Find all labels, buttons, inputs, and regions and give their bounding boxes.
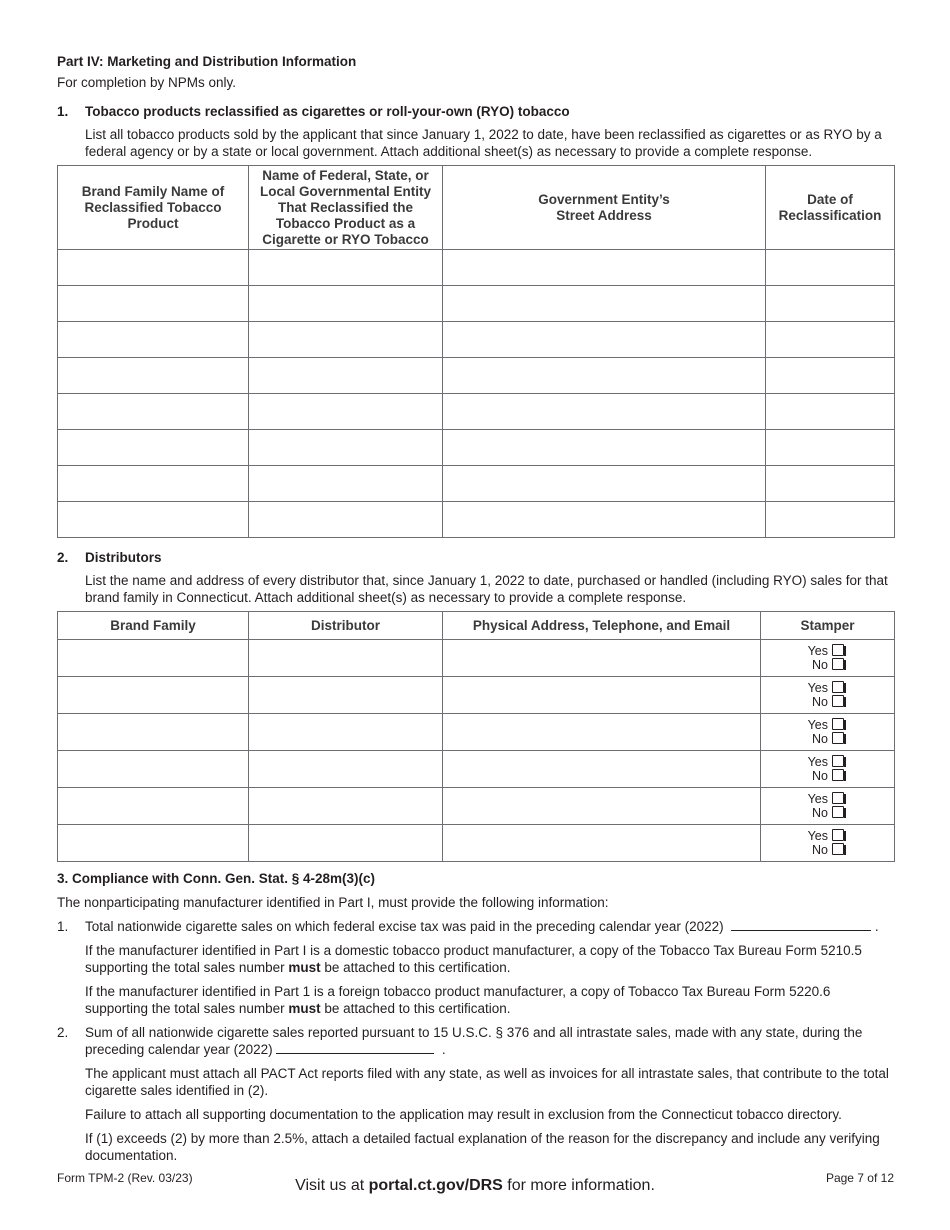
column-header: Brand Family (58, 612, 249, 640)
stamper-cell (761, 788, 895, 825)
table-row (58, 430, 895, 466)
distributor-cell[interactable] (249, 788, 443, 825)
total-sales-field[interactable] (731, 918, 871, 931)
brand-cell[interactable] (58, 640, 249, 677)
reclassified-products-table (57, 165, 895, 538)
section3-item2: 2. Sum of all nationwide cigarette sales reported pursuant to 15 U.S.C. § 376 and all intrastate sales, made with any state, during the preceding calendar year (2022) . (57, 1025, 863, 1057)
brand-cell[interactable] (58, 751, 249, 788)
section3-heading: 3. Compliance with Conn. Gen. Stat. § 4-28m(3)(c) (57, 871, 376, 886)
no-label: No (812, 732, 828, 746)
yes-label: Yes (807, 717, 828, 732)
stamper-cell (761, 825, 895, 862)
brand-cell[interactable] (58, 466, 249, 502)
stamper-cell (761, 677, 895, 714)
brand-cell[interactable] (58, 825, 249, 862)
brand-cell[interactable] (58, 788, 249, 825)
page-number: Page 7 of 12 (825, 1171, 894, 1185)
brand-cell[interactable] (58, 286, 249, 322)
brand-cell[interactable] (58, 250, 249, 286)
table-row (58, 358, 895, 394)
brand-cell[interactable] (58, 677, 249, 714)
table-row (58, 466, 895, 502)
item2-pact-note: The applicant must attach all PACT Act reports filed with any state, as well as invoices for all intrastate sales, that contribute to the total cigarette sales identified in (2). (85, 1066, 889, 1098)
sum-sales-field[interactable] (276, 1041, 434, 1054)
section3-intro: The nonparticipating manufacturer identified in Part I, must provide the following information: (57, 895, 609, 910)
item1-foreign-note: If the manufacturer identified in Part 1 is a foreign tobacco product manufacturer, a copy of Tobacco Tax Bureau Form 5220.6 supporting the total sales number must be attached to this certification. (85, 984, 831, 1016)
no-label: No (812, 769, 828, 783)
entity-cell[interactable] (249, 286, 443, 322)
yes-label: Yes (807, 643, 828, 658)
table-row (58, 788, 895, 825)
item2-failure-note: Failure to attach all supporting documentation to the application may result in exclusion from the Connecticut tobacco directory. (85, 1107, 842, 1122)
item1-domestic-note: If the manufacturer identified in Part I is a domestic tobacco product manufacturer, a copy of the Tobacco Tax Bureau Form 5210.5 supporting the total sales number must be attached to this certification. (85, 943, 862, 975)
brand-cell[interactable] (58, 358, 249, 394)
stamper-cell (761, 640, 895, 677)
address-cell[interactable] (443, 825, 761, 862)
yes-label: Yes (807, 680, 828, 695)
yes-checkbox[interactable] (832, 755, 844, 767)
form-number: Form TPM-2 (Rev. 03/23) (57, 1171, 193, 1185)
section1-heading: 1. Tobacco products reclassified as cigarettes or roll-your-own (RYO) tobacco (57, 104, 570, 119)
section1-instructions: List all tobacco products sold by the applicant that since January 1, 2022 to date, have been reclassified as cigarettes or as RYO by a federal agency or by a state or local government. Attach additional sheet(s) as necessary to provide a complete response. (85, 127, 882, 159)
table-row (58, 751, 895, 788)
yes-checkbox[interactable] (832, 829, 844, 841)
address-cell[interactable] (443, 430, 766, 466)
form-page (57, 52, 894, 1164)
stamper-cell (761, 751, 895, 788)
address-cell[interactable] (443, 502, 766, 538)
no-label: No (812, 843, 828, 857)
section2-instructions: List the name and address of every distributor that, since January 1, 2022 to date, purchased or handled (including RYO) sales for that brand family in Connecticut. Attach additional sheet(s) as necessary to provide a complete response. (85, 573, 888, 605)
entity-cell[interactable] (249, 358, 443, 394)
no-checkbox[interactable] (832, 732, 844, 744)
distributor-cell[interactable] (249, 825, 443, 862)
date-cell[interactable] (766, 466, 895, 502)
address-cell[interactable] (443, 751, 761, 788)
table-row (58, 714, 895, 751)
table-row (58, 640, 895, 677)
table-row (58, 825, 895, 862)
distributor-cell[interactable] (249, 751, 443, 788)
brand-cell[interactable] (58, 430, 249, 466)
yes-label: Yes (807, 791, 828, 806)
yes-label: Yes (807, 828, 828, 843)
yes-checkbox[interactable] (832, 644, 844, 656)
column-header: Date of Reclassification (766, 166, 895, 250)
table-row (58, 250, 895, 286)
distributor-cell[interactable] (249, 677, 443, 714)
column-header: Stamper (761, 612, 895, 640)
address-cell[interactable] (443, 358, 766, 394)
portal-link[interactable]: portal.ct.gov/DRS (368, 1177, 503, 1194)
section2-heading: 2. Distributors (57, 550, 162, 565)
address-cell[interactable] (443, 677, 761, 714)
date-cell[interactable] (766, 322, 895, 358)
brand-cell[interactable] (58, 714, 249, 751)
yes-checkbox[interactable] (832, 718, 844, 730)
section3-item1: 1. Total nationwide cigarette sales on which federal excise tax was paid in the preceding calendar year (2022) . (57, 919, 879, 934)
date-cell[interactable] (766, 250, 895, 286)
entity-cell[interactable] (249, 466, 443, 502)
no-checkbox[interactable] (832, 806, 844, 818)
table-row (58, 394, 895, 430)
date-cell[interactable] (766, 358, 895, 394)
no-checkbox[interactable] (832, 843, 844, 855)
entity-cell[interactable] (249, 394, 443, 430)
entity-cell[interactable] (249, 502, 443, 538)
distributor-cell[interactable] (249, 640, 443, 677)
distributor-cell[interactable] (249, 714, 443, 751)
column-header: Government Entity’s Street Address (443, 166, 766, 250)
entity-cell[interactable] (249, 322, 443, 358)
part-subtitle: For completion by NPMs only. (57, 75, 237, 90)
item2-discrepancy-note: If (1) exceeds (2) by more than 2.5%, attach a detailed factual explanation of the reason for the discrepancy and include any verifying documentation. (85, 1131, 880, 1163)
no-checkbox[interactable] (832, 769, 844, 781)
no-checkbox[interactable] (832, 658, 844, 670)
address-cell[interactable] (443, 394, 766, 430)
yes-checkbox[interactable] (832, 681, 844, 693)
yes-checkbox[interactable] (832, 792, 844, 804)
column-header: Name of Federal, State, or Local Governmental Entity That Reclassified the Tobacco Product as a Cigarette or RYO Tobacco (249, 166, 443, 250)
no-checkbox[interactable] (832, 695, 844, 707)
table-row (58, 322, 895, 358)
entity-cell[interactable] (249, 250, 443, 286)
column-header: Physical Address, Telephone, and Email (443, 612, 761, 640)
address-cell[interactable] (443, 322, 766, 358)
date-cell[interactable] (766, 430, 895, 466)
brand-cell[interactable] (58, 322, 249, 358)
date-cell[interactable] (766, 394, 895, 430)
distributors-table (57, 611, 895, 862)
part-title: Part IV: Marketing and Distribution Information (57, 54, 357, 69)
column-header: Brand Family Name of Reclassified Tobacco Product (58, 166, 249, 250)
date-cell[interactable] (766, 502, 895, 538)
table-row (58, 286, 895, 322)
address-cell[interactable] (443, 250, 766, 286)
table-row (58, 502, 895, 538)
brand-cell[interactable] (58, 502, 249, 538)
address-cell[interactable] (443, 466, 766, 502)
table-row (58, 677, 895, 714)
yes-label: Yes (807, 754, 828, 769)
column-header: Distributor (249, 612, 443, 640)
address-cell[interactable] (443, 788, 761, 825)
address-cell[interactable] (443, 640, 761, 677)
footer-visit: Visit us at portal.ct.gov/DRS for more information. (295, 1177, 655, 1194)
brand-cell[interactable] (58, 394, 249, 430)
address-cell[interactable] (443, 714, 761, 751)
no-label: No (812, 806, 828, 820)
no-label: No (812, 658, 828, 672)
date-cell[interactable] (766, 286, 895, 322)
no-label: No (812, 695, 828, 709)
stamper-cell (761, 714, 895, 751)
address-cell[interactable] (443, 286, 766, 322)
entity-cell[interactable] (249, 430, 443, 466)
